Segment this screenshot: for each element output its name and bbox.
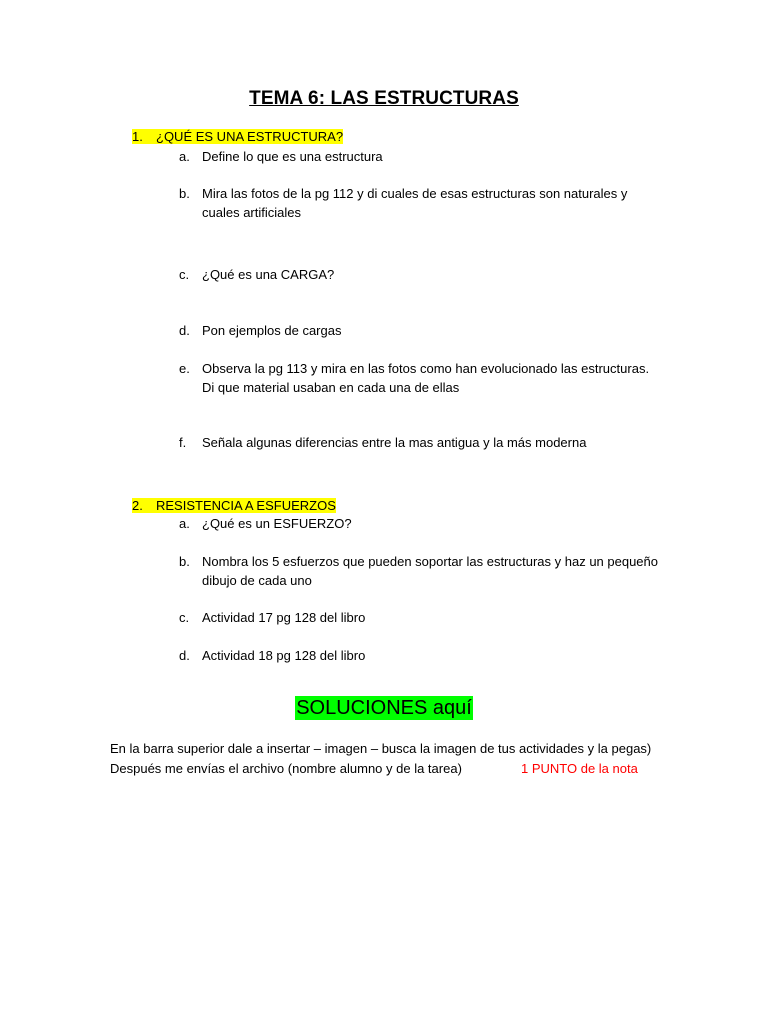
item-text: ¿Qué es un ESFUERZO? [202, 516, 352, 531]
list-item [179, 184, 659, 222]
item-letter: d. [179, 648, 190, 663]
item-letter: a. [179, 149, 190, 164]
list-item [179, 147, 659, 166]
item-letter: b. [179, 186, 190, 201]
item-text: Señala algunas diferencias entre la mas antigua y la más moderna [202, 435, 587, 450]
item-letter: e. [179, 361, 190, 376]
section-title: RESISTENCIA A ESFUERZOS [156, 498, 336, 513]
item-text: Mira las fotos de la pg 112 y di cuales de esas estructuras son naturales y cuales artificiales [202, 186, 628, 220]
item-letter: f. [179, 435, 187, 450]
item-letter: c. [179, 267, 190, 282]
item-text: Actividad 17 pg 128 del libro [202, 610, 366, 625]
list-item [179, 359, 659, 397]
item-letter: c. [179, 610, 190, 625]
item-text: Actividad 18 pg 128 del libro [202, 648, 366, 663]
item-text: Pon ejemplos de cargas [202, 323, 342, 338]
list-item [179, 514, 659, 533]
grade-note: 1 PUNTO de la nota [521, 761, 638, 776]
section-number: 1. [132, 129, 143, 144]
item-text: ¿Qué es una CARGA? [202, 267, 335, 282]
solutions-heading [0, 697, 768, 720]
instructions-line-2: Después me envías el archivo (nombre alumno y de la tarea) [110, 761, 462, 776]
item-text: Define lo que es una estructura [202, 149, 383, 164]
list-item [179, 321, 659, 340]
section-2-heading [132, 497, 336, 514]
item-text: Observa la pg 113 y mira en las fotos como han evolucionado las estructuras. Di que material usaban en cada una de ellas [202, 361, 650, 395]
item-text: Nombra los 5 esfuerzos que pueden soportar las estructuras y haz un pequeño dibujo de cada uno [202, 554, 658, 588]
list-item [179, 646, 659, 665]
item-letter: d. [179, 323, 190, 338]
section-1-heading [132, 128, 343, 145]
section-title: ¿QUÉ ES UNA ESTRUCTURA? [156, 129, 344, 144]
list-item [179, 265, 659, 284]
document-title: TEMA 6: LAS ESTRUCTURAS [249, 88, 519, 109]
item-letter: b. [179, 554, 190, 569]
section-number: 2. [132, 498, 143, 513]
list-item [179, 552, 659, 590]
instructions-line-1: En la barra superior dale a insertar – imagen – busca la imagen de tus actividades y la pegas) [110, 741, 652, 756]
list-item [179, 608, 659, 627]
item-letter: a. [179, 516, 190, 531]
solutions-label: SOLUCIONES aquí [296, 697, 472, 719]
list-item [179, 433, 659, 452]
